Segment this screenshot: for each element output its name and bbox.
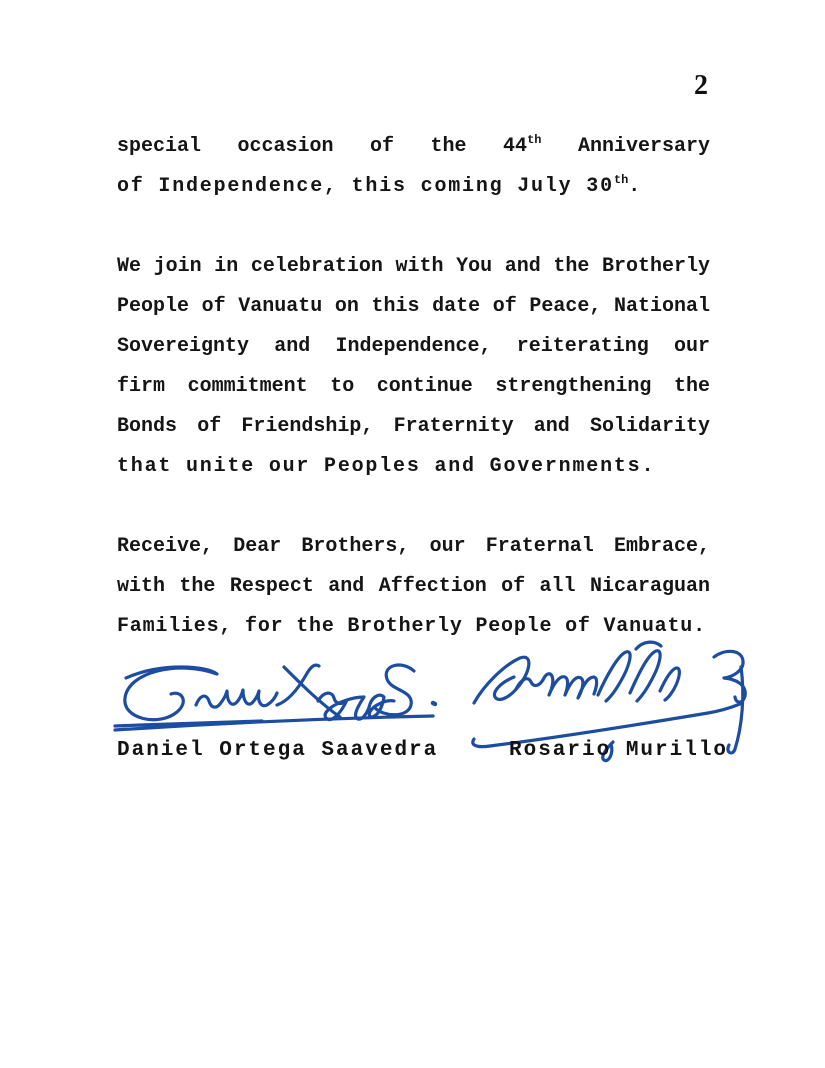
text-segment: . (628, 175, 643, 198)
text-line: Families, for the Brotherly People of Vanuatu. (117, 615, 706, 638)
superscript-ordinal: th (527, 133, 542, 147)
text-segment: special occasion of the 44 (117, 135, 528, 158)
text-segment: Anniversary (541, 135, 710, 158)
signature-daniel-ortega-image (112, 656, 442, 738)
paragraph-1 (117, 127, 710, 207)
page-number: 2 (694, 70, 708, 101)
text-line: with the Respect and Affection of all Nicaraguan (117, 575, 710, 598)
text-line: firm commitment to continue strengthening the (117, 375, 710, 398)
text-line: that unite our Peoples and Governments. (117, 455, 656, 478)
signature-stroke (318, 693, 394, 719)
signature-name-rosario-murillo: Rosario Murillo (509, 739, 729, 762)
superscript-ordinal: th (613, 173, 629, 187)
paragraph-2 (117, 247, 710, 487)
signature-stroke (516, 674, 597, 698)
text-segment: of Independence, this coming July 30 (117, 175, 614, 198)
signature-stroke (196, 690, 277, 707)
signature-stroke (125, 667, 217, 720)
signature-name-daniel-ortega: Daniel Ortega Saavedra (117, 739, 439, 762)
text-line: Bonds of Friendship, Fraternity and Solidarity (117, 415, 710, 438)
letter-body (117, 127, 710, 687)
signature-period-dot (433, 703, 435, 704)
text-line (117, 127, 710, 167)
text-line (117, 167, 710, 207)
text-line: People of Vanuatu on this date of Peace, National (117, 295, 710, 318)
signature-stroke (277, 665, 319, 705)
signature-stroke (598, 651, 679, 701)
text-line: Sovereignty and Independence, reiterating our (117, 335, 710, 358)
paragraph-3 (117, 527, 710, 647)
text-line: Receive, Dear Brothers, our Fraternal Embrace, (117, 535, 710, 558)
text-line: We join in celebration with You and the Brotherly (117, 255, 710, 278)
